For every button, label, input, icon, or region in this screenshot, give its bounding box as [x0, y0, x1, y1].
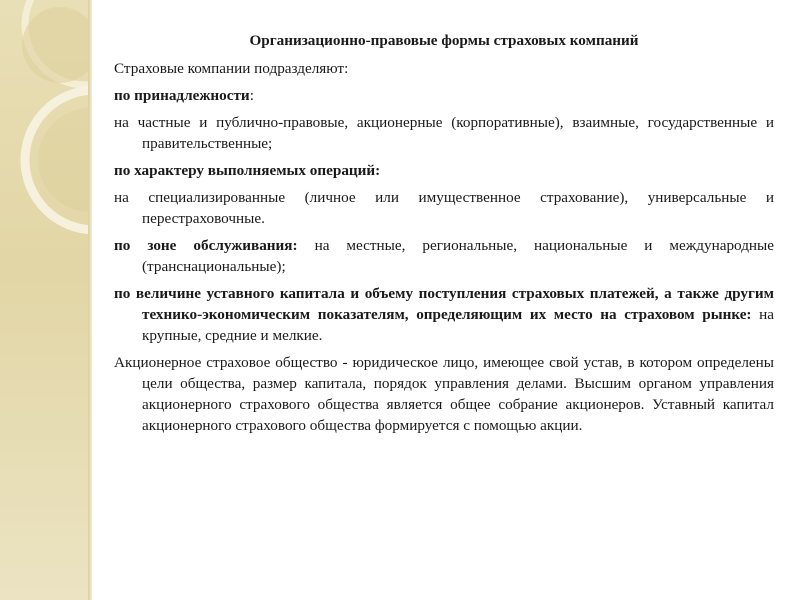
operations-heading: по характеру выполняемых операций: — [114, 162, 381, 179]
operations-text: на специализированные (личное или имущественное страхование), универсальные и перестраховочные. — [114, 189, 774, 227]
zone-text: на местные, региональные, национальные и международные (транснациональные); — [142, 237, 774, 275]
ownership-text: на частные и публично-правовые, акционерные (корпоративные), взаимные, государственные и правительственные; — [114, 114, 774, 152]
ownership-heading-label: по принадлежности — [114, 87, 250, 104]
capital-heading: по величине уставного капитала и объему поступления страховых платежей, а также другим технико-экономическим показателям, определяющим их место на страховом рынке: — [114, 285, 774, 323]
intro-text: Страховые компании подразделяют: — [114, 60, 349, 77]
zone-paragraph — [114, 235, 774, 277]
zone-heading: по зоне обслуживания: — [114, 237, 298, 254]
capital-text: на крупные, средние и мелкие. — [142, 306, 774, 344]
slide-content — [114, 30, 774, 442]
decorative-sidebar — [0, 0, 88, 600]
ownership-heading — [114, 85, 774, 106]
ownership-heading-colon: : — [249, 87, 254, 104]
slide-title: Организационно-правовые формы страховых компаний — [249, 32, 639, 49]
capital-paragraph — [114, 283, 774, 346]
jsc-paragraph: Акционерное страховое общество - юридическое лицо, имеющее свой устав, в котором определены цели общества, размер капитала, порядок управления делами. Высшим органом управления акционерного страхового общества является общее собрание акционеров. Уставный капитал акционерного страхового общества формируется с помощью акции. — [114, 354, 774, 434]
decorative-circles-graphic — [0, 0, 88, 600]
sidebar-edge — [88, 0, 92, 600]
